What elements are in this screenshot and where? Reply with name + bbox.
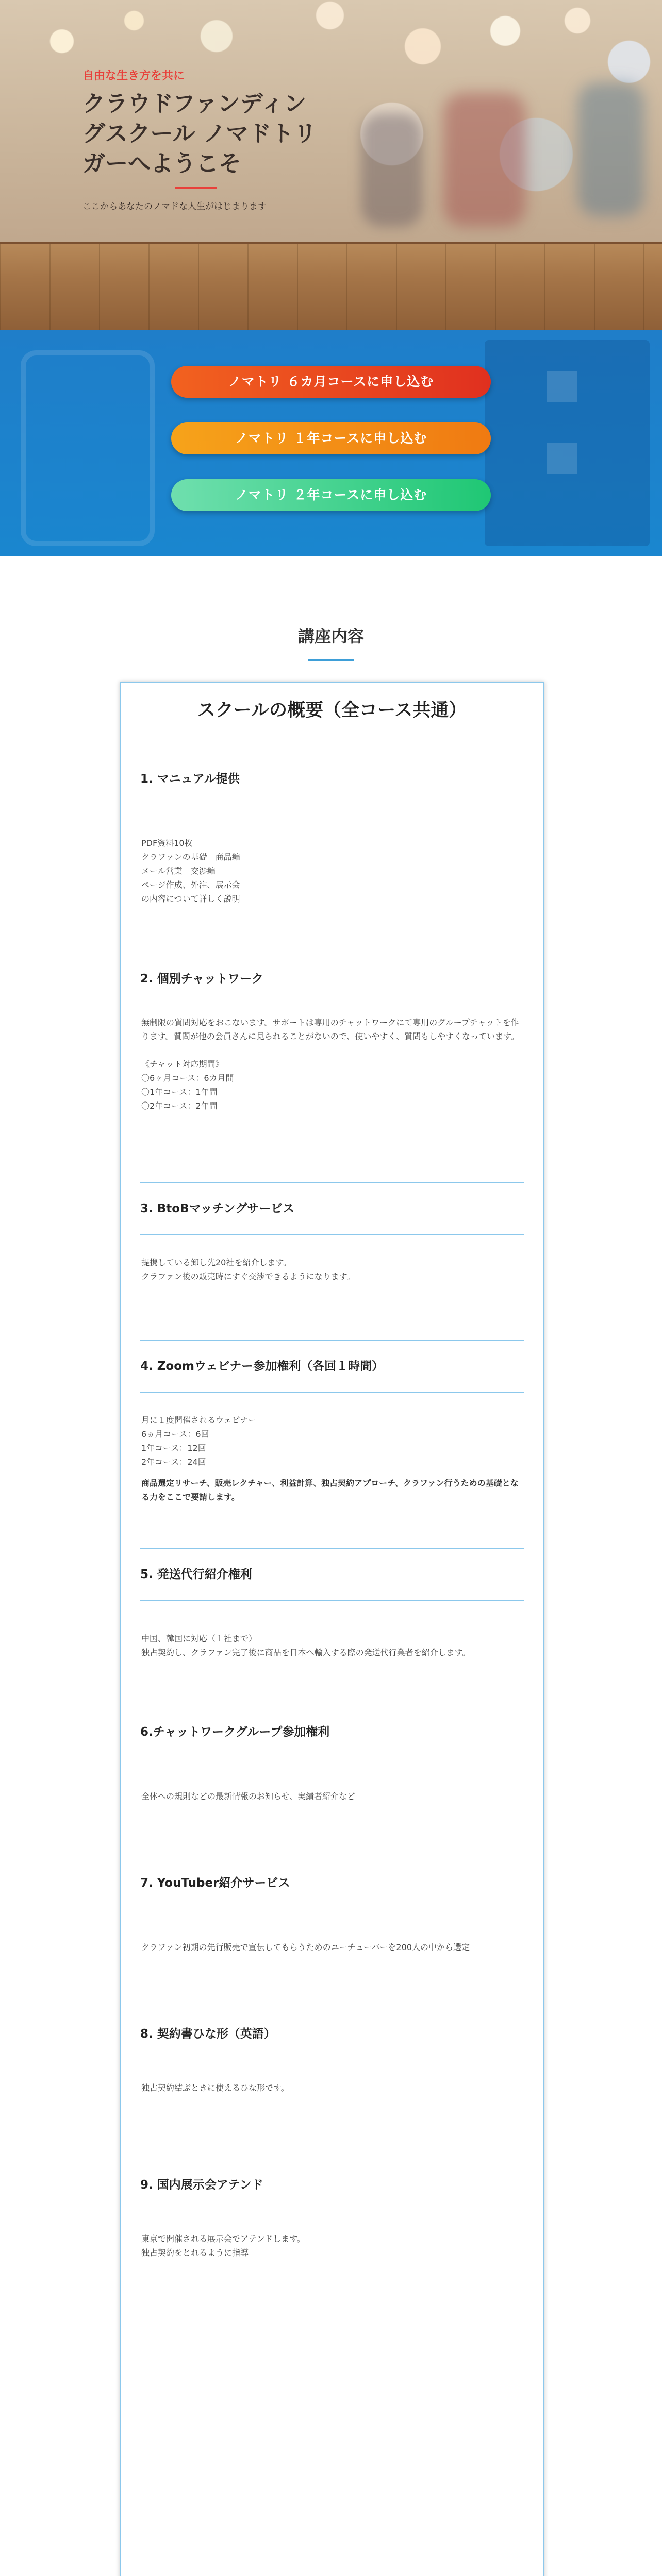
hero-bg-shape — [443, 93, 526, 227]
item-line: 無制限の質問対応をおこないます。サポートは専用のチャットワークにて専用のグループチャットを作ります。質問が他の会員さんに見られることがないので、使いやすく、質問もしやすくなっています。 — [141, 1018, 519, 1041]
item-line: 〇1年コース：1年間 — [141, 1087, 218, 1097]
overview-item — [141, 953, 523, 1182]
item-heading: 8. 契約書ひな形（英語） — [140, 2008, 524, 2060]
hero-subtitle: ここからあなたのノマドな人生がはじまります — [82, 201, 267, 212]
overview-item — [141, 1706, 523, 1857]
item-line: 1年コース：12回 — [141, 1443, 206, 1453]
item-heading: 3. BtoBマッチングサービス — [140, 1182, 524, 1235]
item-body — [141, 2060, 523, 2159]
overview-item — [141, 753, 523, 953]
item-line: ページ作成、外注、展示会 — [141, 880, 240, 890]
overview-item — [141, 1857, 523, 2008]
overview-item — [141, 2159, 523, 2301]
cta-section — [0, 330, 662, 556]
overview-item — [141, 2008, 523, 2159]
hero-floor-edge — [0, 242, 662, 244]
item-line: 全体への規則などの最新情報のお知らせ、実績者紹介など — [141, 1791, 356, 1801]
item-line: 提携している卸し先20社を紹介します。 — [141, 1258, 292, 1267]
item-heading: 6.チャットワークグループ参加権利 — [140, 1706, 524, 1758]
overview-title: スクールの概要（全コース共通） — [197, 700, 467, 721]
apply-2-year-button[interactable]: ノマトリ ２年コースに申し込む — [171, 479, 491, 511]
section-divider — [308, 659, 354, 661]
item-line: クラファンの基礎 商品編 — [141, 852, 240, 862]
apply-6-month-button[interactable]: ノマトリ ６カ月コースに申し込む — [171, 366, 491, 398]
item-line: 中国、韓国に対応（１社まで） — [141, 1634, 257, 1643]
item-heading: 9. 国内展示会アテンド — [140, 2159, 524, 2211]
item-heading: 7. YouTuber紹介サービス — [140, 1857, 524, 1909]
hero-wood-floor — [0, 242, 662, 330]
section-title: 講座内容 — [297, 626, 364, 646]
item-body — [141, 1005, 523, 1182]
item-line: メール営業 交渉編 — [141, 866, 216, 876]
hero-title: クラウドファンディングスクール ノマドトリガーへようこそ — [82, 91, 317, 177]
item-heading: 5. 発送代行紹介権利 — [140, 1548, 524, 1601]
overview-item — [141, 1548, 523, 1706]
item-body — [141, 1909, 523, 2008]
overview-item — [141, 1340, 523, 1548]
item-line: クラファン初期の先行販売で宣伝してもらうためのユーチューバーを200人の中から選定 — [141, 1942, 470, 1952]
item-line: の内容について詳しく説明 — [141, 894, 240, 904]
item-heading: 1. マニュアル提供 — [140, 753, 524, 805]
hero-bg-shape — [577, 82, 644, 216]
item-line: 独占契約結ぶときに使えるひな形です。 — [141, 2083, 289, 2093]
hero-divider — [175, 187, 217, 189]
item-line: 《チャット対応期間》 — [141, 1059, 224, 1069]
apply-1-year-button[interactable]: ノマトリ １年コースに申し込む — [171, 422, 491, 454]
hero-banner — [0, 0, 662, 330]
cta-bg-shape — [21, 350, 155, 546]
item-body — [141, 805, 523, 953]
overview-item — [141, 1182, 523, 1340]
item-line: 2年コース：24回 — [141, 1457, 206, 1467]
item-body — [141, 1601, 523, 1706]
item-heading: 4. Zoomウェビナー参加権利（各回１時間） — [140, 1340, 524, 1393]
item-line: PDF資料10枚 — [141, 838, 193, 848]
item-line: 独占契約し、クラファン完了後に商品を日本へ輸入する際の発送代行業者を紹介します。 — [141, 1648, 471, 1657]
hero-tagline: 自由な生き方を共に — [82, 70, 185, 82]
hero-bg-shape — [361, 113, 423, 227]
item-line: 東京で開催される展示会でアテンドします。 — [141, 2234, 305, 2244]
cta-bg-shape — [547, 443, 577, 474]
item-line: 〇6ヶ月コース：6カ月間 — [141, 1073, 234, 1083]
item-body — [141, 2211, 523, 2301]
item-emphasis: 商品選定リサーチ、販売レクチャー、利益計算、独占契約アプローチ、クラファン行うための基礎となる力をここで要請します。 — [141, 1478, 519, 1502]
item-heading: 2. 個別チャットワーク — [140, 953, 524, 1005]
item-line: 月に１度開催されるウェビナー — [141, 1415, 257, 1425]
item-body — [141, 1758, 523, 1857]
item-line: 独占契約をとれるように指導 — [141, 2248, 249, 2258]
item-line: クラファン後の販売時にすぐ交渉できるようになります。 — [141, 1272, 355, 1281]
item-line: 6ヵ月コース：6回 — [141, 1429, 209, 1439]
hero-text — [82, 67, 325, 212]
item-body — [141, 1235, 523, 1340]
cta-bg-shape — [547, 371, 577, 402]
overview-card — [120, 682, 544, 2576]
item-body — [141, 1393, 523, 1548]
item-line — [141, 1043, 523, 1057]
item-line: 〇2年コース：2年間 — [141, 1101, 218, 1111]
